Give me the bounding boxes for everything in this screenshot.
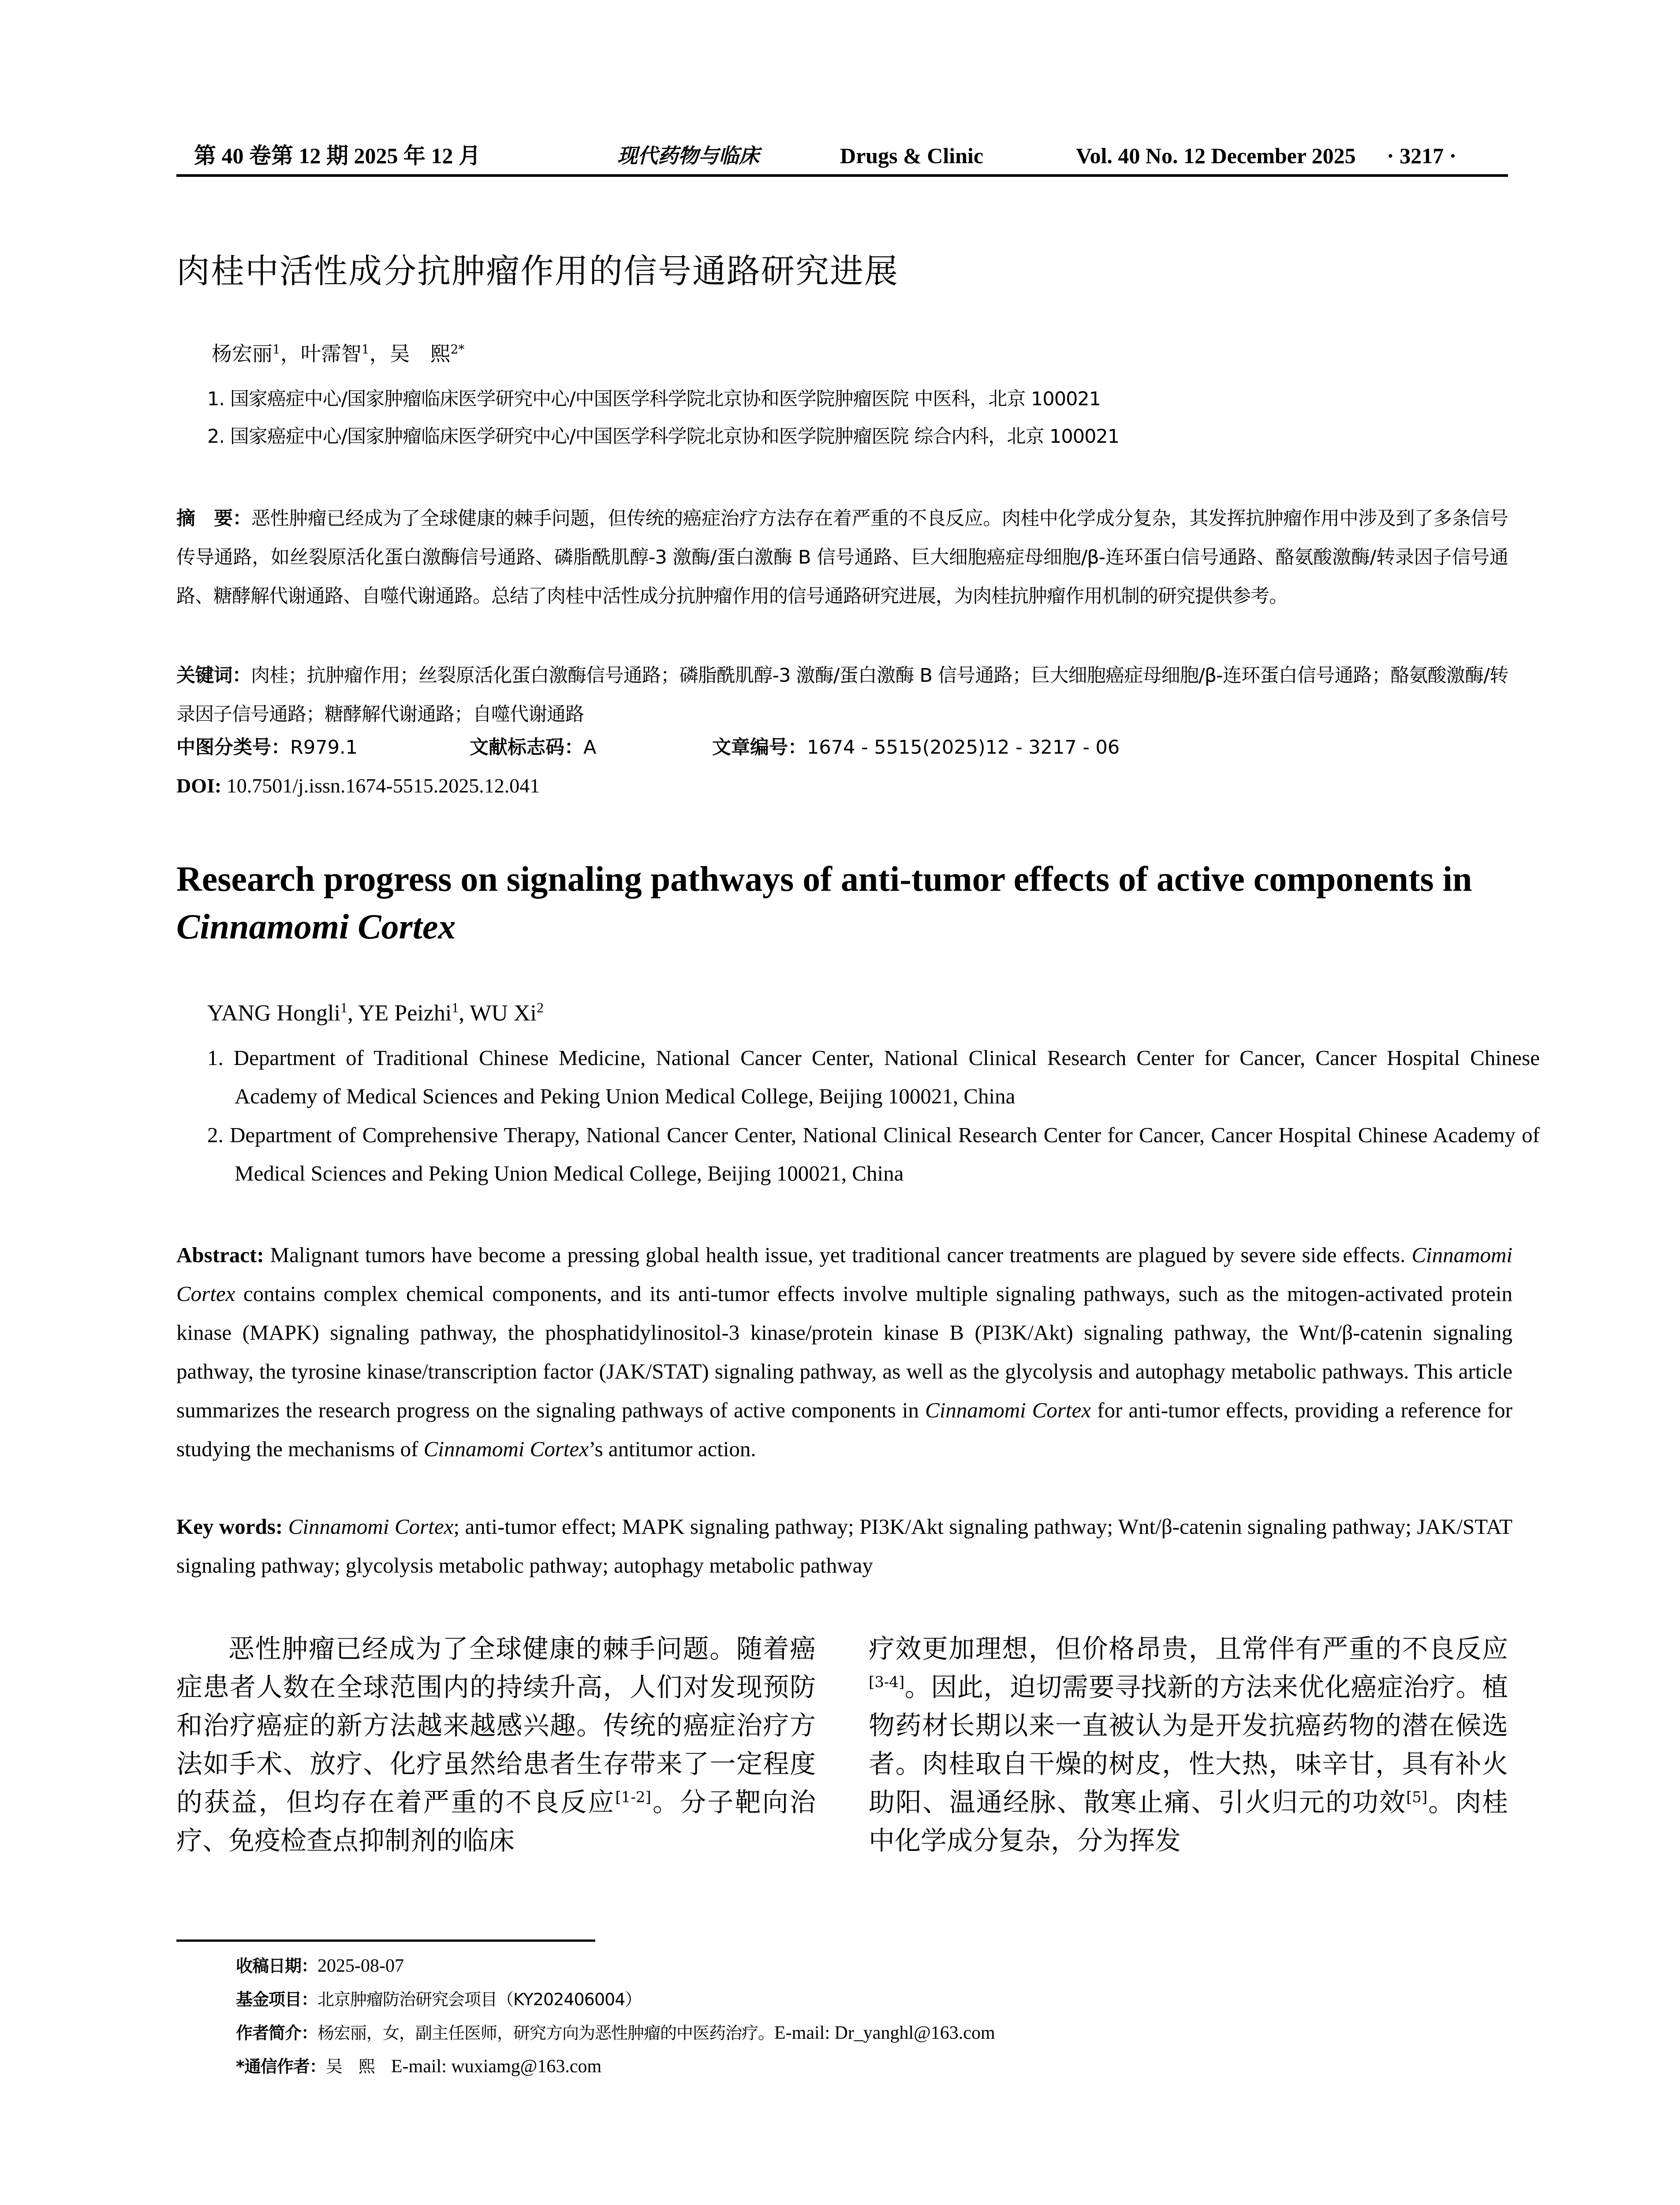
- footnote-corresponding: [236, 2050, 995, 2083]
- page-number: · 3217 ·: [1387, 143, 1457, 168]
- body-column-left: [176, 1629, 816, 1860]
- title-cn: 肉桂中活性成分抗肿瘤作用的信号通路研究进展: [176, 251, 899, 291]
- article-no-field: [712, 734, 1120, 761]
- abstract-cn-label: 摘 要：: [176, 508, 252, 530]
- keywords-en: [176, 1507, 1512, 1585]
- bio-label: 作者简介：: [236, 2023, 318, 2043]
- abstract-en-text: for anti-tumor effects, providing a reference for studying the mechanisms of: [176, 1398, 1512, 1461]
- clc-label: 中图分类号：: [176, 736, 290, 759]
- footnote-received: [236, 1949, 995, 1983]
- citation-ref[interactable]: [1-2]: [615, 1788, 651, 1806]
- clc-field: [176, 734, 358, 761]
- author-name: WU Xi: [470, 1001, 537, 1026]
- abstract-en: [176, 1236, 1512, 1469]
- corr-value: 吴 熙: [325, 2057, 375, 2076]
- keywords-en-italic: Cinnamomi Cortex: [288, 1514, 454, 1539]
- keywords-cn: [176, 656, 1508, 734]
- abstract-cn-text: 恶性肿瘤已经成为了全球健康的棘手问题，但传统的癌症治疗方法存在着严重的不良反应。肉桂中化学成分复杂，其发挥抗肿瘤作用中涉及到了多条信号传导通路，如丝裂原活化蛋白激酶信号通路、磷脂酰肌醇-3 激酶/蛋白激酶 B 信号通路、巨大细胞癌症母细胞/β-连环蛋白信号通路、酪氨酸激酶/转录因子信号通路、糖酵解代谢通路、自噬代谢通路。总结了肉桂中活性成分抗肿瘤作用的信号通路研究进展，为肉桂抗肿瘤作用机制的研究提供参考。: [176, 508, 1508, 607]
- fund-value: 北京肿瘤防治研究会项目（KY202406004）: [317, 1990, 642, 2009]
- author-mark: 1: [452, 999, 459, 1016]
- affiliation-cn-2: 2. 国家癌症中心/国家肿瘤临床医学研究中心/中国医学科学院北京协和医学院肿瘤医院 综合内科，北京 100021: [207, 426, 1120, 448]
- author-mark: 1: [273, 342, 280, 357]
- issue-info-cn: 第 40 卷第 12 期 2025 年 12 月: [194, 143, 481, 168]
- received-date: 2025-08-07: [317, 1956, 404, 1976]
- abstract-en-text: Malignant tumors have become a pressing global health issue, yet traditional cancer treatments are plagued by severe side effects.: [264, 1243, 1412, 1267]
- footnote-fund: [236, 1983, 995, 2016]
- abstract-en-label: Abstract:: [176, 1243, 264, 1267]
- author-mark: 2*: [450, 342, 465, 357]
- fund-label: 基金项目：: [236, 1990, 318, 2009]
- clc-value: R979.1: [290, 736, 358, 759]
- author-name: 吴 熙: [389, 342, 451, 366]
- author-mark: 2: [536, 999, 544, 1016]
- body-column-right: [869, 1629, 1508, 1860]
- affiliation-en-1: 1. Department of Traditional Chinese Medicine, National Cancer Center, National Clinical Research Center for Cancer, Cancer Hospital Chinese Academy of Medical Sciences and Peking Union Medical College, Beijing 100021, China: [207, 1046, 1540, 1108]
- doc-code-value: A: [583, 736, 597, 759]
- abstract-en-italic: Cinnamomi Cortex: [423, 1437, 589, 1461]
- body-text: 恶性肿瘤已经成为了全球健康的棘手问题。随着癌症患者人数在全球范围内的持续升高，人们对发现预防和治疗癌症的新方法越来越感兴趣。传统的癌症治疗方法如手术、放疗、化疗虽然给患者生存带来了一定程度的获益，但均存在着严重的不良反应: [176, 1633, 816, 1817]
- journal-name-cn: 现代药物与临床: [617, 144, 759, 168]
- citation-ref[interactable]: [5]: [1406, 1788, 1428, 1806]
- keywords-cn-text: 肉桂；抗肿瘤作用；丝裂原活化蛋白激酶信号通路；磷脂酰肌醇-3 激酶/蛋白激酶 B 信号通路；巨大细胞癌症母细胞/β-连环蛋白信号通路；酪氨酸激酶/转录因子信号通路；糖酵解代谢通路；自噬代谢通路: [176, 665, 1508, 725]
- running-header: [176, 140, 1508, 171]
- classification-line: [176, 734, 1508, 761]
- bio-value: 杨宏丽，女，副主任医师，研究方向为恶性肿瘤的中医药治疗。: [317, 2023, 775, 2043]
- citation-ref[interactable]: [3-4]: [869, 1673, 905, 1691]
- article-no-label: 文章编号：: [712, 736, 807, 759]
- volume-info-en: Vol. 40 No. 12 December 2025: [1076, 143, 1356, 168]
- footnote-bio: [236, 2016, 995, 2050]
- author-name: 叶霈智: [300, 342, 362, 366]
- author-mark: 1: [361, 342, 370, 357]
- authors-en: YANG Hongli$^1$, YE Peizhi$^1$, WU Xi$^2$: [207, 999, 544, 1026]
- author-name: 杨宏丽: [212, 342, 273, 366]
- keywords-en-label: Key words:: [176, 1514, 283, 1539]
- keywords-en-text: ; anti-tumor effect; MAPK signaling pathway; PI3K/Akt signaling pathway; Wnt/β-catenin signaling pathway; JAK/STAT signaling pathway; glycolysis metabolic pathway; autophagy metabolic pathway: [176, 1514, 1513, 1577]
- authors-cn: 杨宏丽$^1$，叶霈智$^1$，吴 熙$^{2*}$: [212, 342, 465, 366]
- title-en: [176, 856, 1517, 951]
- abstract-en-text: ’s antitumor action.: [589, 1437, 756, 1461]
- author-mark: 1: [340, 999, 347, 1016]
- affiliation-en-2: 2. Department of Comprehensive Therapy, National Cancer Center, National Clinical Research Center for Cancer, Cancer Hospital Chinese Academy of Medical Sciences and Peking Union Medical College, Beijing 100021, China: [207, 1123, 1540, 1185]
- footnote-rule: [176, 1940, 595, 1942]
- body-text: 疗效更加理想，但价格昂贵，且常伴有严重的不良反应: [869, 1633, 1508, 1664]
- title-en-italic: Cinnamomi Cortex: [176, 908, 456, 946]
- corr-email[interactable]: E-mail: wuxiamg@163.com: [391, 2056, 602, 2077]
- abstract-en-italic: Cinnamomi Cortex: [925, 1398, 1091, 1422]
- footnotes: [236, 1949, 995, 2083]
- body-text: 。肉桂中化学成分复杂，分为挥发: [869, 1787, 1508, 1856]
- author-name: YANG Hongli: [207, 1001, 340, 1026]
- affiliation-cn-1: 1. 国家癌症中心/国家肿瘤临床医学研究中心/中国医学科学院北京协和医学院肿瘤医院 中医科，北京 100021: [207, 388, 1101, 410]
- body-text: 。因此，迫切需要寻找新的方法来优化癌症治疗。植物药材长期以来一直被认为是开发抗癌药物的潜在候选者。肉桂取自干燥的树皮，性大热，味辛甘，具有补火助阳、温通经脉、散寒止痛、引火归元的功效: [869, 1672, 1508, 1817]
- abstract-en-italic: Cinnamomi Cortex: [176, 1243, 1512, 1306]
- header-rule: [176, 174, 1508, 177]
- doc-code-field: [470, 734, 597, 761]
- body-text: 。分子靶向治疗、免疫检查点抑制剂的临床: [176, 1787, 816, 1856]
- doc-code-label: 文献标志码：: [470, 736, 583, 759]
- corr-label: *通信作者：: [236, 2057, 326, 2076]
- bio-email[interactable]: E-mail: Dr_yanghl@163.com: [774, 2023, 995, 2043]
- article-no-value: 1674 - 5515(2025)12 - 3217 - 06: [807, 736, 1120, 759]
- doi-value[interactable]: 10.7501/j.issn.1674-5515.2025.12.041: [226, 774, 540, 797]
- author-name: YE Peizhi: [358, 1001, 452, 1026]
- title-en-main: Research progress on signaling pathways of anti-tumor effects of active components in: [176, 860, 1472, 899]
- journal-name-en: Drugs & Clinic: [840, 143, 983, 168]
- received-label: 收稿日期：: [236, 1956, 318, 1976]
- keywords-cn-label: 关键词：: [176, 665, 251, 687]
- doi-line: [176, 773, 540, 799]
- abstract-en-text: contains complex chemical components, and its anti-tumor effects involve multiple signaling pathways, such as the mitogen-activated protein kinase (MAPK) signaling pathway, the phosphatidylinositol-3 kinase/protein kinase B (PI3K/Akt) signaling pathway, the Wnt/β-catenin signaling pathway, the tyrosine kinase/transcription factor (JAK/STAT) signaling pathway, as well as the glycolysis and autophagy metabolic pathways. This article summarizes the research progress on the signaling pathways of active components in: [176, 1282, 1512, 1422]
- abstract-cn: [176, 499, 1508, 616]
- doi-label: DOI:: [176, 774, 222, 797]
